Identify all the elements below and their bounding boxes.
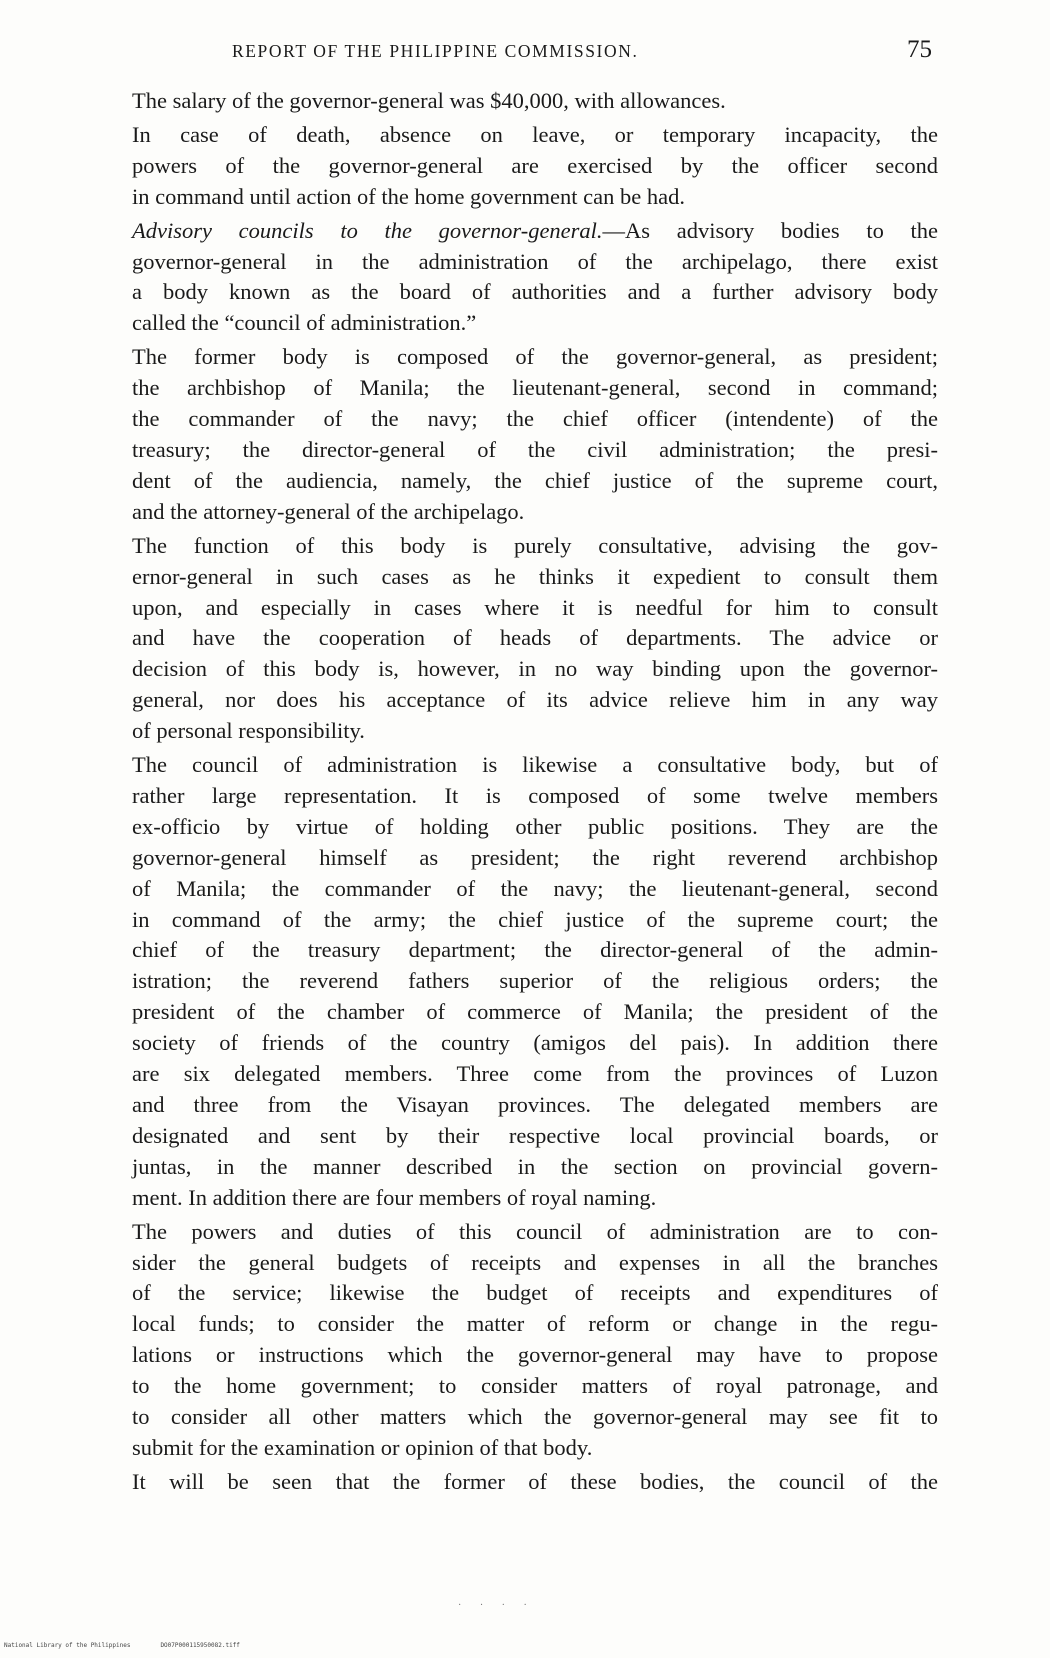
text-line (112, 1309, 938, 1340)
line-text: upon, and especially in cases where it is needful for him to consult (132, 594, 938, 620)
text-line (112, 404, 938, 435)
text-line (112, 905, 938, 936)
line-text: to consider all other matters which the governor-general may see fit to (132, 1404, 938, 1430)
text-line (112, 781, 938, 812)
scan-footer (4, 1642, 240, 1649)
line-text: treasury; the director-general of the civil administration; the presi- (132, 436, 938, 462)
text-line (112, 1183, 938, 1214)
text-line (112, 1402, 938, 1433)
line-text: It will be seen that the former of these bodies, the council of the (132, 1468, 938, 1494)
text-line (112, 86, 938, 117)
line-text: general, nor does his acceptance of its advice relieve him in any way (132, 687, 938, 713)
line-text: ex-officio by virtue of holding other public positions. They are the (132, 813, 938, 839)
text-line (112, 1217, 938, 1248)
line-text: president of the chamber of commerce of Manila; the president of the (132, 999, 938, 1025)
line-text: ment. In addition there are four members of royal naming. (132, 1184, 657, 1210)
line-text: called the “council of administration.” (132, 310, 477, 336)
text-line (112, 182, 938, 213)
text-line (112, 308, 938, 339)
line-text: powers of the governor-general are exercised by the officer second (132, 152, 938, 178)
text-line (112, 216, 938, 247)
text-line (112, 874, 938, 905)
line-text: are six delegated members. Three come from the provinces of Luzon (132, 1061, 938, 1087)
text-line (112, 277, 938, 308)
paragraph (112, 1217, 938, 1464)
text-line (112, 685, 938, 716)
line-text: of Manila; the commander of the navy; the lieutenant-general, second (132, 875, 938, 901)
paragraph (112, 531, 938, 747)
line-text: —As advisory bodies to the (602, 217, 938, 243)
text-line (112, 593, 938, 624)
library-credit: National Library of the Philippines (4, 1642, 131, 1649)
line-text: of the service; likewise the budget of receipts and expenditures of (132, 1280, 938, 1306)
scan-specks: · · · · (458, 1600, 535, 1611)
line-text: governor-general himself as president; the right reverend archbishop (132, 844, 938, 870)
paragraph (112, 342, 938, 527)
running-head: REPORT OF THE PHILIPPINE COMMISSION. (232, 41, 639, 61)
text-line (112, 750, 938, 781)
line-text: of personal responsibility. (132, 718, 365, 744)
text-line (112, 1028, 938, 1059)
line-text: local funds; to consider the matter of reform or change in the regu- (132, 1311, 938, 1337)
text-line (112, 373, 938, 404)
line-text: and the attorney-general of the archipelago. (132, 498, 525, 524)
text-line (112, 812, 938, 843)
text-line (112, 342, 938, 373)
line-text: submit for the examination or opinion of that body. (132, 1434, 593, 1460)
text-line (112, 466, 938, 497)
text-line (112, 623, 938, 654)
line-text: decision of this body is, however, in no way binding upon the governor- (132, 656, 938, 682)
text-line (112, 1090, 938, 1121)
text-line (112, 1371, 938, 1402)
text-line (112, 1059, 938, 1090)
text-line (112, 151, 938, 182)
line-text: ernor-general in such cases as he thinks it expedient to consult them (132, 563, 938, 589)
line-text: a body known as the board of authorities and a further advisory body (132, 279, 938, 305)
paragraph (112, 750, 938, 1214)
page-number: 75 (907, 36, 932, 63)
line-text: designated and sent by their respective local provincial boards, or (132, 1122, 938, 1148)
line-text: istration; the reverend fathers superior of the religious orders; the (132, 968, 938, 994)
section-heading: Advisory councils to the governor-general. (132, 217, 603, 243)
line-text: society of friends of the country (amigos del pais). In addition there (132, 1030, 938, 1056)
line-text: lations or instructions which the governor-general may have to propose (132, 1342, 938, 1368)
line-text: in command of the army; the chief justice of the supreme court; the (132, 906, 938, 932)
text-line (112, 997, 938, 1028)
line-text: chief of the treasury department; the director-general of the admin- (132, 937, 938, 963)
line-text: The former body is composed of the governor-general, as president; (132, 344, 938, 370)
line-text: rather large representation. It is composed of some twelve members (132, 782, 938, 808)
text-line (112, 935, 938, 966)
text-line (112, 1152, 938, 1183)
text-line (112, 120, 938, 151)
text-line (112, 1467, 938, 1498)
paragraph (112, 86, 938, 117)
line-text: and have the cooperation of heads of departments. The advice or (132, 625, 938, 651)
line-text: The salary of the governor-general was $40,000, with allowances. (132, 88, 726, 113)
text-line (112, 1278, 938, 1309)
line-text: governor-general in the administration of the archipelago, there exist (132, 248, 938, 274)
text-line (112, 1121, 938, 1152)
paragraph (112, 120, 938, 213)
text-line (112, 716, 938, 747)
text-line (112, 843, 938, 874)
line-text: to the home government; to consider matters of royal patronage, and (132, 1373, 938, 1399)
paragraph (112, 216, 938, 340)
text-line (112, 654, 938, 685)
text-line (112, 562, 938, 593)
text-line (112, 435, 938, 466)
line-text: dent of the audiencia, namely, the chief justice of the supreme court, (132, 467, 938, 493)
text-line (112, 247, 938, 278)
text-line (112, 966, 938, 997)
text-line (112, 497, 938, 528)
line-text: the archbishop of Manila; the lieutenant-general, second in command; (132, 375, 938, 401)
line-text: juntas, in the manner described in the section on provincial govern- (132, 1153, 938, 1179)
line-text: The council of administration is likewise a consultative body, but of (132, 752, 938, 778)
line-text: The function of this body is purely consultative, advising the gov- (132, 532, 938, 558)
line-text: The powers and duties of this council of administration are to con- (132, 1218, 938, 1244)
text-line (112, 1433, 938, 1464)
text-line (112, 1340, 938, 1371)
text-line (112, 1248, 938, 1279)
page-header (232, 36, 932, 68)
line-text: In case of death, absence on leave, or temporary incapacity, the (132, 121, 938, 147)
line-text: sider the general budgets of receipts and expenses in all the branches (132, 1249, 938, 1275)
paragraph (112, 1467, 938, 1498)
body-text (112, 86, 938, 1498)
line-text: the commander of the navy; the chief officer (intendente) of the (132, 406, 938, 432)
file-identifier: DO07P000115950082.tiff (160, 1642, 240, 1649)
line-text: in command until action of the home government can be had. (132, 183, 685, 209)
line-text: and three from the Visayan provinces. The delegated members are (132, 1092, 938, 1117)
text-line (112, 531, 938, 562)
